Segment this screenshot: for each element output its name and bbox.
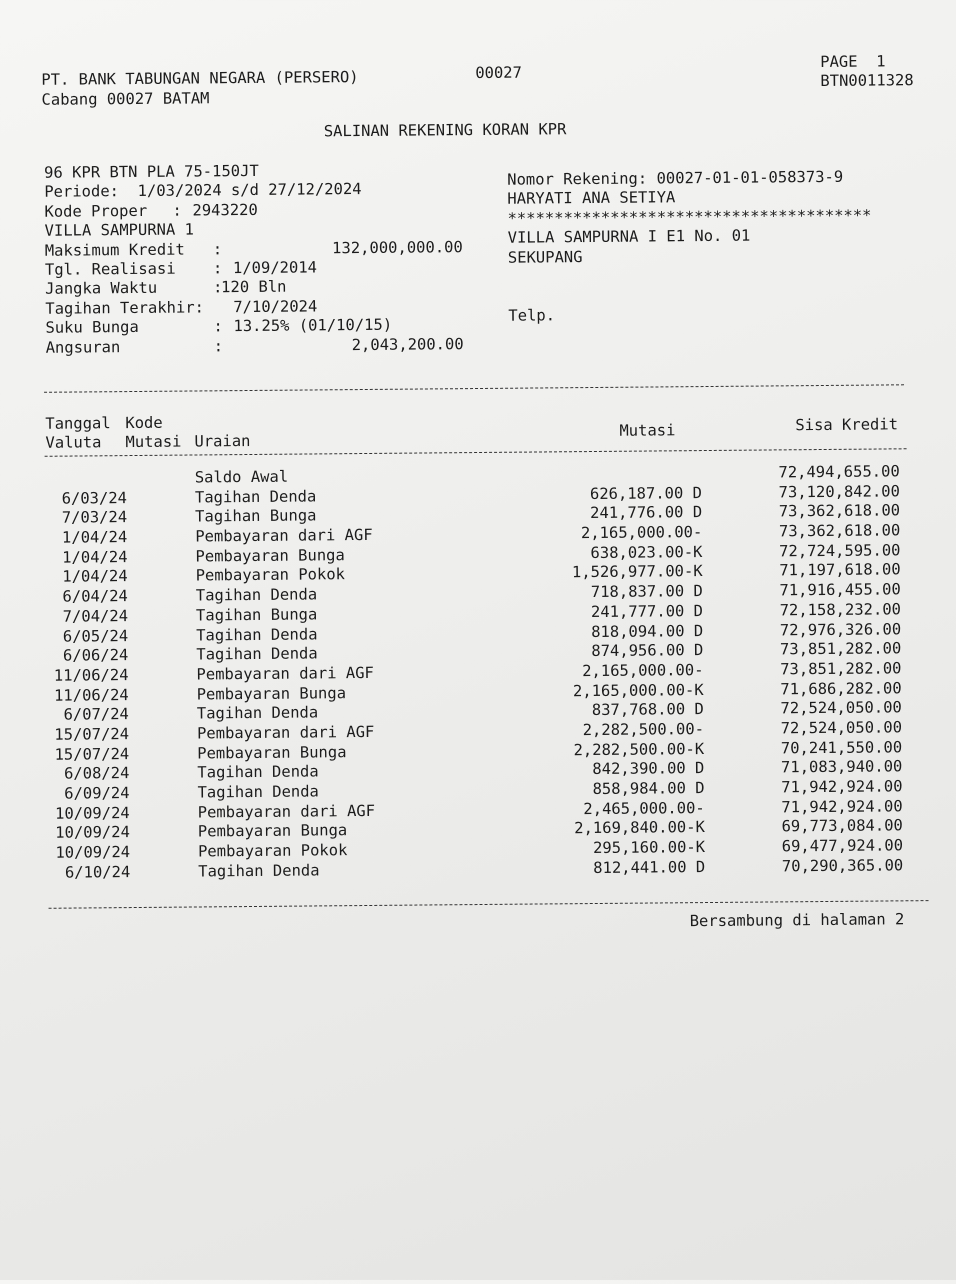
tx-balance: 72,494,655.00: [778, 462, 900, 482]
branch-name: Cabang 00027 BATAM: [41, 89, 210, 109]
tx-balance: 71,916,455.00: [779, 580, 901, 600]
tx-date: 7/03/24: [61, 508, 128, 528]
tx-description: Tagihan Denda: [195, 585, 318, 605]
tx-description: Tagihan Denda: [196, 624, 318, 644]
tgl-realisasi-row: Tgl. Realisasi : 1/09/2014: [44, 258, 318, 279]
tx-balance: 70,241,550.00: [780, 737, 903, 758]
tx-date: 6/04/24: [62, 587, 128, 606]
document-code: BTN0011328: [820, 71, 914, 91]
tx-description: Tagihan Denda: [196, 644, 318, 664]
tx-description: Pembayaran dari AGF: [196, 663, 374, 684]
tx-mutasi: 818,094.00 D: [591, 621, 704, 641]
jangka-waktu-label: Jangka Waktu: [45, 279, 158, 299]
tx-date: 1/04/24: [62, 567, 128, 587]
tx-date: 6/09/24: [64, 784, 130, 803]
tx-mutasi: 295,160.00-K: [592, 838, 706, 858]
tx-date: 1/04/24: [62, 547, 128, 567]
tx-balance: 72,524,050.00: [780, 718, 903, 738]
tx-date: 11/06/24: [53, 665, 129, 685]
tx-balance: 73,120,842.00: [778, 482, 901, 502]
branch-code: 00027: [475, 63, 523, 83]
jangka-waktu-row: Jangka Waktu : 120 Bln: [45, 278, 287, 299]
tx-mutasi: 812,441.00 D: [593, 857, 706, 877]
account-info: [507, 168, 872, 326]
tx-mutasi: 842,390.00 D: [592, 759, 705, 779]
tx-balance: 69,773,084.00: [781, 816, 903, 836]
angsuran-label: Angsuran: [45, 337, 121, 357]
tx-description: Tagihan Denda: [196, 703, 319, 723]
tx-description: Tagihan Denda: [197, 782, 319, 802]
tx-description: Tagihan Denda: [198, 861, 320, 881]
tx-description: Pembayaran Pokok: [197, 841, 348, 861]
tx-description: Tagihan Denda: [197, 762, 319, 782]
tx-mutasi: 1,526,977.00-K: [571, 562, 703, 582]
document-title: SALINAN REKENING KORAN KPR: [323, 120, 567, 141]
suku-bunga-value: 13.25% (01/10/15): [233, 315, 393, 336]
tx-balance: 71,942,924.00: [781, 797, 903, 817]
address-line-2: SEKUPANG: [507, 247, 583, 267]
tx-mutasi: 2,169,840.00-K: [574, 818, 705, 838]
tx-description: Pembayaran dari AGF: [197, 801, 376, 822]
tx-balance: 71,942,924.00: [781, 777, 903, 797]
tx-mutasi: 626,187.00 D: [589, 483, 703, 503]
customer-name: HARYATI ANA SETIYA: [507, 188, 676, 209]
bank-name: PT. BANK TABUNGAN NEGARA (PERSERO): [41, 68, 359, 89]
tx-mutasi: 837,768.00 D: [591, 700, 704, 720]
tx-mutasi: 2,165,000.00-K: [572, 680, 704, 700]
tx-date: 15/07/24: [54, 744, 130, 764]
tx-date: 6/10/24: [64, 862, 131, 882]
tx-balance: 71,083,940.00: [780, 757, 903, 777]
tx-date: 1/04/24: [61, 528, 128, 547]
tx-date: 10/09/24: [54, 803, 130, 823]
tx-mutasi: 718,837.00 D: [590, 582, 703, 602]
product-name: 96 KPR BTN PLA 75-150JT: [44, 161, 259, 182]
page-number: PAGE 1: [820, 52, 886, 72]
tx-date: 15/07/24: [54, 725, 130, 744]
account-number-row: [507, 168, 871, 191]
tx-balance: 72,158,232.00: [779, 600, 902, 620]
tx-mutasi: 874,956.00 D: [591, 641, 704, 661]
tx-mutasi: 2,465,000.00-: [583, 798, 705, 818]
suku-bunga-label: Suku Bunga: [45, 318, 139, 337]
tx-description: Pembayaran dari AGF: [196, 722, 375, 743]
continued-note: Bersambung di halaman 2: [689, 910, 905, 931]
angsuran-value: 2,043,200.00: [351, 334, 464, 354]
kode-proper-label: Kode Proper: [44, 201, 148, 221]
col-tanggal: Tanggal: [45, 414, 111, 433]
account-number-value: 00027-01-01-058373-9: [656, 167, 844, 188]
tx-balance: 72,976,326.00: [779, 619, 902, 639]
tx-balance: 71,686,282.00: [780, 678, 902, 698]
tx-date: 6/05/24: [62, 626, 129, 646]
account-number-label: Nomor Rekening:: [507, 169, 648, 189]
tx-description: Pembayaran Pokok: [195, 565, 346, 585]
tagihan-terakhir-value: 7/10/2024: [233, 297, 318, 316]
tx-balance: 73,362,618.00: [778, 501, 901, 521]
col-kode: Kode: [125, 413, 163, 433]
tx-date: 11/06/24: [53, 685, 129, 705]
max-kredit-label: Maksimum Kredit: [44, 240, 185, 260]
tx-date: 10/09/24: [55, 823, 130, 843]
tx-description: Saldo Awal: [194, 467, 289, 487]
col-mutasi: Mutasi: [619, 421, 676, 440]
tgl-realisasi-value: 1/09/2014: [232, 258, 318, 278]
telp-label: Telp.: [508, 306, 556, 325]
periode-label: Periode:: [44, 182, 120, 202]
tx-description: Pembayaran Bunga: [196, 683, 347, 704]
max-kredit-row: Maksimum Kredit : 132,000,000.00: [44, 237, 463, 260]
tx-description: Pembayaran Bunga: [197, 742, 347, 763]
tx-mutasi: 2,282,500.00-: [582, 719, 705, 740]
tx-mutasi: 858,984.00 D: [592, 779, 705, 799]
tx-date: 6/07/24: [63, 705, 129, 724]
tx-balance: 69,477,924.00: [781, 836, 904, 856]
tx-description: Pembayaran Bunga: [195, 545, 345, 566]
masked-line: ***************************************: [507, 206, 872, 228]
tx-mutasi: 2,165,000.00-: [580, 523, 703, 543]
angsuran-row: Angsuran : 2,043,200.00: [45, 334, 464, 357]
suku-bunga-row: Suku Bunga : 13.25% (01/10/15): [45, 315, 393, 337]
tgl-realisasi-label: Tgl. Realisasi: [44, 259, 176, 279]
tx-mutasi: 241,777.00 D: [590, 601, 704, 621]
tx-date: 10/09/24: [55, 843, 131, 862]
col-valuta: Valuta: [45, 433, 102, 452]
tx-balance: 73,851,282.00: [780, 659, 902, 679]
kode-proper-row: Kode Proper : 2943220: [44, 200, 258, 221]
tx-mutasi: 2,282,500.00-K: [573, 739, 705, 759]
tx-mutasi: [470, 464, 702, 466]
tx-description: Pembayaran Bunga: [197, 821, 348, 841]
tx-description: Tagihan Denda: [194, 487, 317, 507]
kode-proper-value: 2943220: [192, 200, 258, 220]
tx-description: Tagihan Bunga: [195, 605, 318, 625]
col-uraian: Uraian: [194, 432, 251, 451]
tx-date: 6/03/24: [61, 488, 128, 508]
tx-mutasi: 638,023.00-K: [590, 542, 703, 562]
tx-description: Pembayaran dari AGF: [195, 526, 373, 546]
address-line-1: VILLA SAMPURNA I E1 No. 01: [507, 226, 751, 247]
project-name: VILLA SAMPURNA 1: [44, 220, 195, 240]
tx-date: [30, 469, 127, 470]
tx-mutasi: 2,165,000.00-: [582, 660, 704, 680]
tx-balance: 73,851,282.00: [779, 639, 902, 659]
tx-balance: 72,724,595.00: [779, 541, 901, 561]
col-mutasi-code: Mutasi: [125, 432, 182, 452]
tx-balance: 70,290,365.00: [781, 856, 904, 876]
col-sisa-kredit: Sisa Kredit: [795, 415, 899, 435]
tx-date: 7/04/24: [62, 606, 129, 626]
periode-value: 1/03/2024 s/d 27/12/2024: [137, 180, 362, 201]
tx-description: Tagihan Bunga: [195, 506, 317, 526]
separator-top: [44, 384, 904, 393]
tagihan-terakhir-label: Tagihan Terakhir:: [45, 298, 205, 318]
tx-date: 6/06/24: [62, 646, 129, 665]
loan-info: [44, 161, 464, 358]
jangka-waktu-value: 120 Bln: [221, 278, 287, 297]
tx-date: 6/08/24: [63, 764, 130, 783]
tx-mutasi: 241,776.00 D: [590, 503, 703, 523]
tx-balance: 73,362,618.00: [778, 521, 901, 541]
max-kredit-value: 132,000,000.00: [332, 237, 463, 257]
tx-balance: 72,524,050.00: [780, 698, 902, 718]
tx-balance: 71,197,618.00: [779, 560, 901, 580]
transaction-list: [0, 462, 956, 884]
separator-bottom: [49, 900, 929, 909]
